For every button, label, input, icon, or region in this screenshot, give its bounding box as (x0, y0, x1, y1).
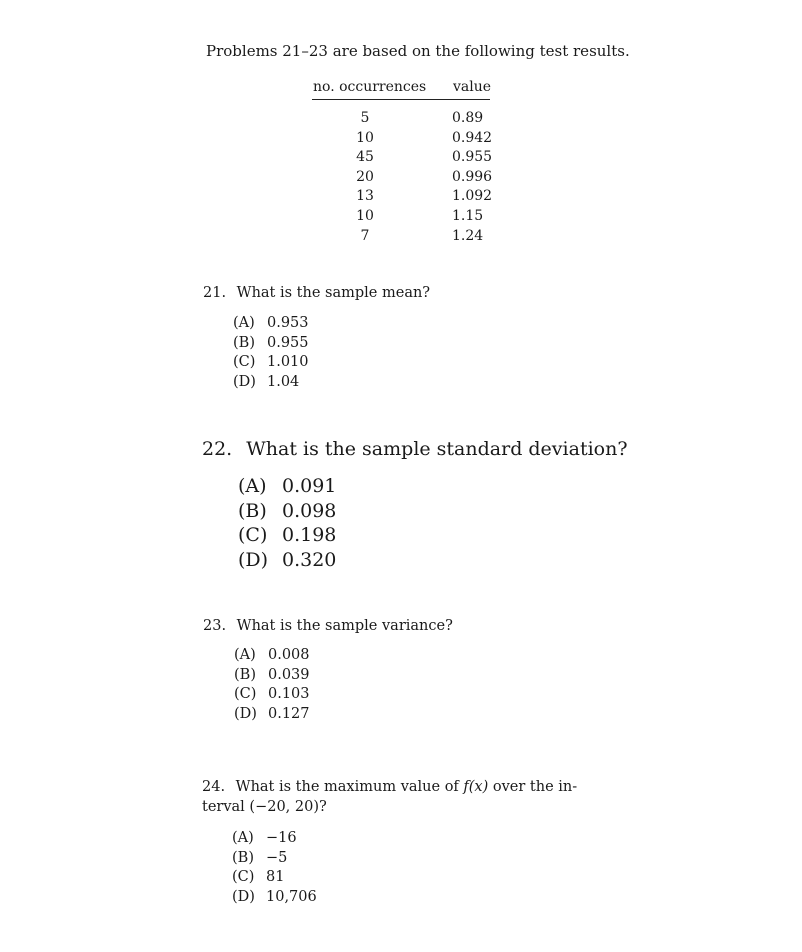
question-text: What is the sample variance? (236, 618, 453, 634)
occurrences-cell: 10 (356, 207, 374, 224)
choice-a[interactable] (234, 646, 310, 666)
choice-c[interactable] (233, 353, 309, 373)
header-value: value (453, 79, 492, 95)
choice-label: (D) (233, 373, 256, 390)
choice-text: 10,706 (266, 888, 317, 905)
choice-c[interactable] (238, 523, 336, 548)
choice-d[interactable] (233, 373, 309, 393)
choice-label: (C) (233, 354, 256, 371)
question-number: 23. (203, 618, 227, 634)
header-rule (312, 99, 490, 100)
choice-a[interactable] (238, 474, 336, 499)
value-cell: 1.24 (452, 227, 484, 244)
question-text-part: What is the maximum value of (235, 779, 464, 795)
choice-text: 0.955 (267, 334, 309, 351)
question-text-part: over the in- (488, 779, 578, 795)
choice-text: 0.198 (282, 524, 337, 546)
occurrences-cell: 10 (356, 129, 374, 146)
occurrences-cell: 20 (356, 168, 374, 185)
choice-label: (A) (234, 647, 256, 663)
header-occurrences: no. occurrences (313, 79, 427, 95)
value-cell: 0.942 (452, 129, 493, 146)
intro-text: Problems 21–23 are based on the following test results. (206, 42, 630, 60)
occurrences-cell: 7 (360, 227, 370, 244)
choice-label: (D) (234, 705, 257, 722)
choice-text: 0.091 (282, 475, 337, 497)
question-22-choices (238, 474, 336, 572)
choice-text: 1.04 (267, 373, 300, 390)
choice-a[interactable] (232, 829, 317, 849)
choice-text: 0.039 (268, 666, 310, 683)
occurrences-column (340, 109, 390, 246)
question-number: 24. (202, 779, 226, 795)
choice-label: (C) (232, 869, 255, 886)
choice-text: 81 (266, 869, 285, 886)
question-21-choices (233, 314, 309, 392)
value-cell: 1.15 (452, 207, 484, 224)
question-21 (203, 285, 430, 301)
question-text: What is the sample standard deviation? (246, 438, 628, 460)
question-text: What is the sample mean? (236, 285, 431, 301)
occurrences-cell: 45 (356, 149, 374, 166)
occurrences-cell: 5 (360, 110, 370, 126)
choice-label: (D) (238, 548, 269, 571)
question-number: 22. (202, 438, 233, 460)
choice-text: 0.127 (268, 705, 310, 722)
choice-label: (A) (238, 475, 267, 497)
value-cell: 0.996 (452, 168, 493, 185)
choice-b[interactable] (234, 666, 310, 686)
choice-text: 0.098 (282, 499, 337, 522)
value-cell: 1.092 (452, 188, 493, 205)
choice-label: (D) (232, 888, 255, 905)
choice-label: (C) (238, 524, 268, 546)
choice-a[interactable] (233, 314, 309, 334)
choice-label: (B) (232, 849, 254, 866)
choice-d[interactable] (234, 705, 310, 725)
question-24-continued: terval (−20, 20)? (202, 799, 327, 815)
choice-label: (A) (232, 830, 254, 846)
question-number: 21. (203, 285, 227, 301)
question-24-choices (232, 829, 317, 907)
choice-text: 0.953 (267, 315, 309, 331)
question-24 (202, 779, 577, 795)
choice-d[interactable] (238, 548, 336, 573)
question-23-choices (234, 646, 310, 724)
choice-text: 0.320 (282, 548, 337, 571)
value-cell: 0.89 (452, 110, 484, 126)
choice-b[interactable] (238, 499, 336, 524)
value-cell: 0.955 (452, 149, 493, 166)
question-23 (203, 618, 453, 634)
question-22 (202, 438, 628, 460)
choice-text: 0.008 (268, 647, 310, 663)
choice-b[interactable] (233, 334, 309, 354)
choice-label: (A) (233, 315, 255, 331)
function-expression: f(x) (463, 779, 489, 795)
choice-label: (C) (234, 686, 257, 703)
value-column (452, 109, 512, 246)
choice-label: (B) (233, 334, 255, 351)
choice-text: −5 (266, 849, 288, 866)
choice-d[interactable] (232, 888, 317, 908)
choice-b[interactable] (232, 849, 317, 869)
choice-label: (B) (234, 666, 256, 683)
choice-text: −16 (266, 830, 297, 846)
choice-text: 0.103 (268, 686, 310, 703)
choice-text: 1.010 (267, 354, 309, 371)
choice-c[interactable] (234, 685, 310, 705)
occurrences-cell: 13 (356, 188, 374, 205)
choice-c[interactable] (232, 868, 317, 888)
choice-label: (B) (238, 499, 267, 522)
